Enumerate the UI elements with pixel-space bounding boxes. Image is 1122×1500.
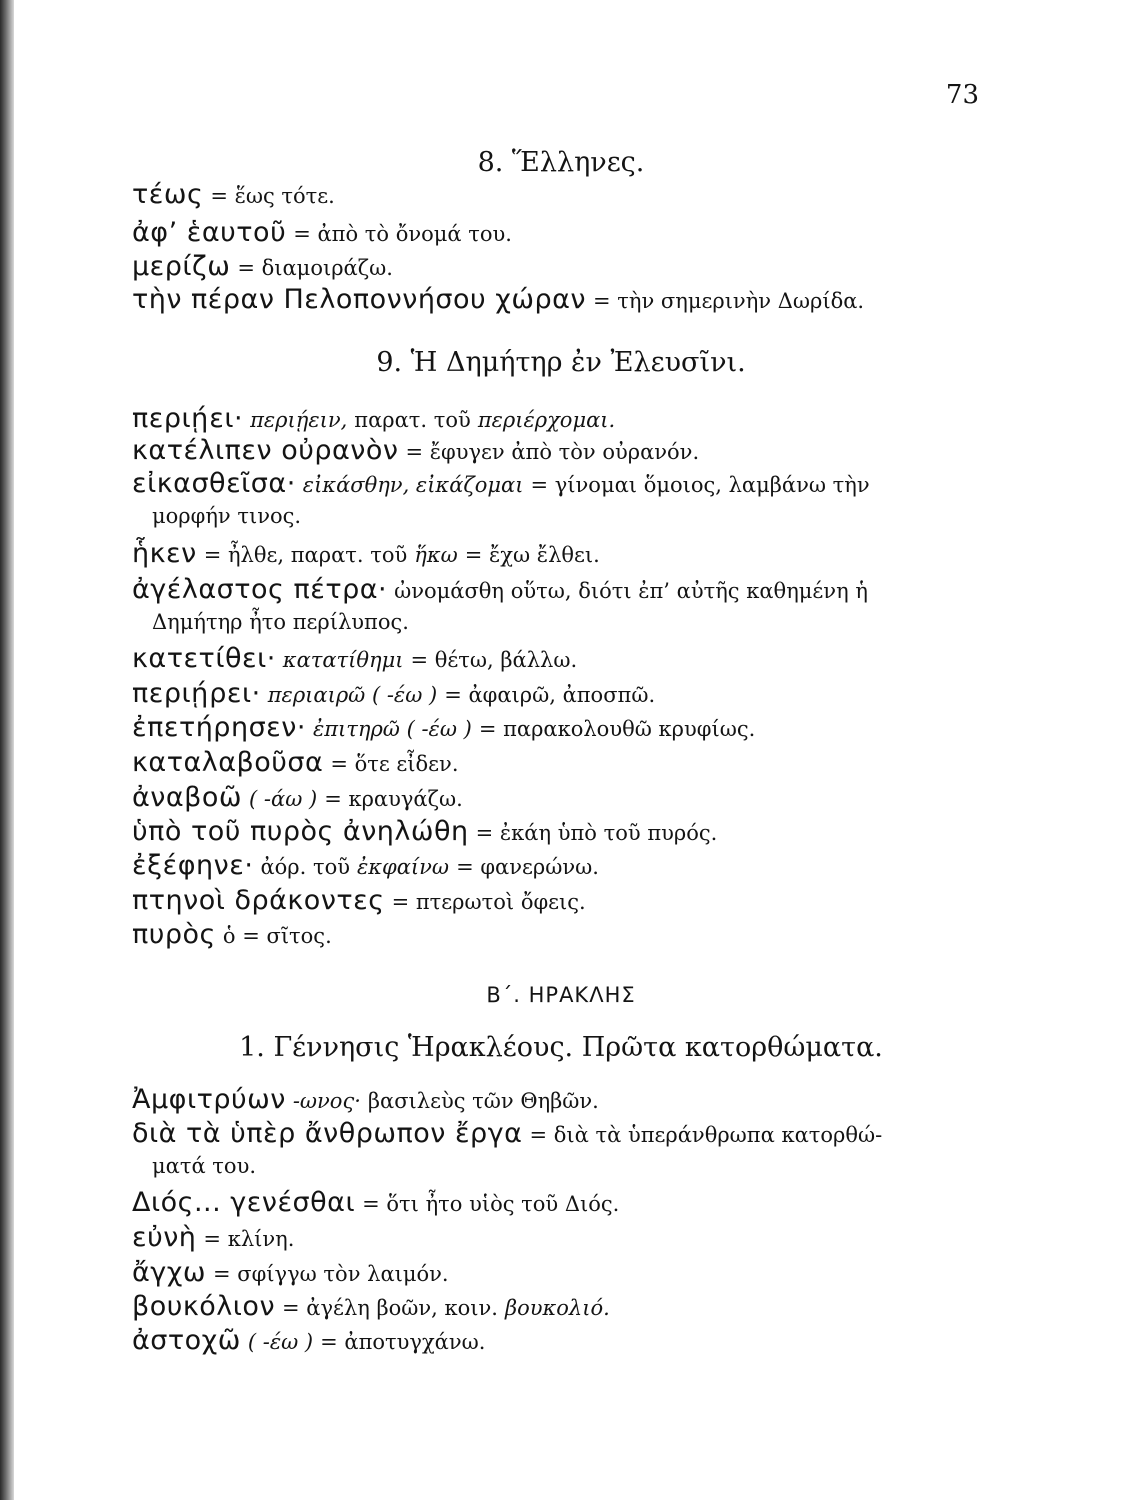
- entry: [132, 286, 864, 313]
- entry: [132, 1293, 610, 1320]
- entry-gloss: παρατ. τοῦ: [354, 408, 471, 432]
- entry: [132, 784, 463, 811]
- entry-head: πτηνοὶ δράκοντες: [132, 885, 385, 916]
- entry-head: ἀφ’ ἑαυτοῦ: [132, 217, 287, 248]
- entry: [132, 680, 655, 707]
- entry-italic-form: -ωνος·: [292, 1089, 361, 1113]
- entry-gloss: = ἕως τότε.: [210, 184, 335, 208]
- entry-italic-form: ( -άω ): [249, 787, 318, 811]
- entry-italic-form: περιέρχομαι.: [477, 408, 616, 432]
- entry: [132, 852, 599, 879]
- page-number: 73: [945, 80, 979, 110]
- entry-gloss: = ἔφυγεν ἀπὸ τὸν οὐρανόν.: [405, 440, 700, 464]
- entry-head: τὴν πέραν Πελοποννήσου χώραν: [132, 284, 586, 315]
- entry-gloss: = ἀπὸ τὸ ὄνομά του.: [293, 222, 512, 246]
- entry-head: περιῄρει·: [132, 678, 261, 709]
- entry: [132, 540, 600, 567]
- entry-italic-form: βουκολιό.: [504, 1296, 610, 1320]
- entry: [132, 1189, 619, 1216]
- entry-gloss: ὠνομάσθη οὕτω, διότι ἐπ’ αὐτῆς καθημένη ἡ: [394, 579, 868, 603]
- entry-gloss: = κραυγάζω.: [324, 787, 463, 811]
- entry-head: βουκόλιον: [132, 1291, 276, 1322]
- entry: [132, 818, 717, 845]
- entry-gloss: Δημήτηρ ἦτο περίλυπος.: [152, 610, 409, 634]
- entry-head: εὐνὴ: [132, 1222, 197, 1253]
- entry-gloss: = ἀποτυγχάνω.: [320, 1330, 486, 1354]
- entry-continuation: [152, 506, 301, 528]
- entry-gloss: = θέτω, βάλλω.: [410, 648, 578, 672]
- entry-gloss: = ὅτι ἦτο υἱὸς τοῦ Διός.: [362, 1192, 620, 1216]
- entry-head: ἐπετήρησεν·: [132, 712, 306, 743]
- entry-gloss: = πτερωτοὶ ὄφεις.: [391, 890, 586, 914]
- entry: [132, 1086, 599, 1113]
- entry: [132, 714, 755, 741]
- entry-head: ἐξέφηνε·: [132, 850, 254, 881]
- entry-head: κατέλιπεν οὐρανὸν: [132, 435, 399, 466]
- section-heading-9: 9. Ἡ Δημήτηρ ἐν Ἐλευσῖνι.: [376, 347, 746, 378]
- entry: [132, 1327, 485, 1354]
- entry-head: περιῄει·: [132, 403, 244, 434]
- entry: [132, 1120, 882, 1147]
- entry-head: ἧκεν: [132, 538, 197, 569]
- entry-gloss: = παρακολουθῶ κρυφίως.: [478, 717, 756, 741]
- entry-italic-form: περιαιρῶ ( -έω ): [267, 683, 438, 707]
- entry-head: ἀστοχῶ: [132, 1325, 241, 1356]
- entry: [132, 1224, 294, 1251]
- entry-gloss: ὁ = σῖτος.: [222, 924, 332, 948]
- entry-head: τέως: [132, 179, 204, 210]
- entry-head: Ἀμφιτρύων: [132, 1084, 286, 1115]
- entry-head: ἀναβοῶ: [132, 782, 243, 813]
- entry-head: πυρὸς: [132, 919, 216, 950]
- entry: [132, 749, 459, 776]
- entry-gloss: βασιλεὺς τῶν Θηβῶν.: [367, 1089, 599, 1113]
- entry: [132, 1259, 449, 1286]
- entry-italic-form: εἰκάσθην, εἰκάζομαι: [302, 473, 524, 497]
- entry: [132, 253, 393, 280]
- entry-gloss: = διαμοιράζω.: [237, 256, 393, 280]
- entry-gloss: = κλίνη.: [203, 1227, 295, 1251]
- entry-gloss: = φανερώνω.: [456, 855, 599, 879]
- entry: [132, 576, 868, 603]
- entry-gloss: = ἦλθε, παρατ. τοῦ: [203, 543, 408, 567]
- entry: [132, 405, 615, 432]
- entry: [132, 645, 577, 672]
- entry-gloss: = τὴν σημερινὴν Δωρίδα.: [593, 289, 865, 313]
- entry: [132, 219, 512, 246]
- entry-gloss: = ἐκάη ὑπὸ τοῦ πυρός.: [475, 821, 718, 845]
- entry-gloss: = ἔχω ἔλθει.: [464, 543, 600, 567]
- entry-head: Διός... γενέσθαι: [132, 1187, 356, 1218]
- entry-continuation: [152, 612, 409, 634]
- entry-gloss: = διὰ τὰ ὑπεράνθρωπα κατορθώ-: [529, 1123, 883, 1147]
- entry-head: μερίζω: [132, 251, 231, 282]
- entry-gloss: = σφίγγω τὸν λαιμόν.: [212, 1262, 449, 1286]
- entry: [132, 181, 335, 208]
- book-spine-shadow: [0, 0, 14, 1500]
- section-heading-1: 1. Γέννησις Ἡρακλέους. Πρῶτα κατορθώματα.: [239, 1032, 883, 1063]
- entry-gloss: = ἀγέλη βοῶν, κοιν.: [282, 1296, 498, 1320]
- entry-italic-form: ἥκω: [414, 543, 458, 567]
- entry: [132, 921, 332, 948]
- entry: [132, 887, 586, 914]
- entry-gloss: = ἀφαιρῶ, ἀποσπῶ.: [444, 683, 656, 707]
- entry-head: καταλαβοῦσα: [132, 747, 324, 778]
- entry-italic-form: ( -έω ): [247, 1330, 314, 1354]
- entry-head: ἀγέλαστος πέτρα·: [132, 574, 388, 605]
- entry-continuation: [152, 1156, 256, 1178]
- entry-head: εἰκασθεῖσα·: [132, 468, 296, 499]
- entry: [132, 437, 699, 464]
- entry-gloss: ἀόρ. τοῦ: [260, 855, 350, 879]
- entry-head: κατετίθει·: [132, 643, 276, 674]
- entry-italic-form: περιῄειν,: [250, 408, 348, 432]
- entry-head: διὰ τὰ ὑπὲρ ἄνθρωπον ἔργα: [132, 1118, 523, 1149]
- entry-gloss: = ὅτε εἶδεν.: [330, 752, 459, 776]
- entry-head: ὑπὸ τοῦ πυρὸς ἀνηλώθη: [132, 816, 469, 847]
- entry-italic-form: ἐπιτηρῶ ( -έω ): [312, 717, 472, 741]
- entry-italic-form: κατατίθημι: [282, 648, 404, 672]
- section-heading-8: 8. Ἕλληνες.: [477, 147, 645, 178]
- entry-head: ἄγχω: [132, 1257, 206, 1288]
- entry-gloss: μορφήν τινος.: [152, 504, 302, 528]
- entry-gloss: ματά του.: [152, 1154, 257, 1178]
- entry-gloss: = γίνομαι ὅμοιος, λαμβάνω τὴν: [530, 473, 870, 497]
- part-heading: Β΄. ΗΡΑΚΛΗΣ: [486, 983, 636, 1007]
- entry-italic-form: ἐκφαίνω: [357, 855, 450, 879]
- entry: [132, 470, 870, 497]
